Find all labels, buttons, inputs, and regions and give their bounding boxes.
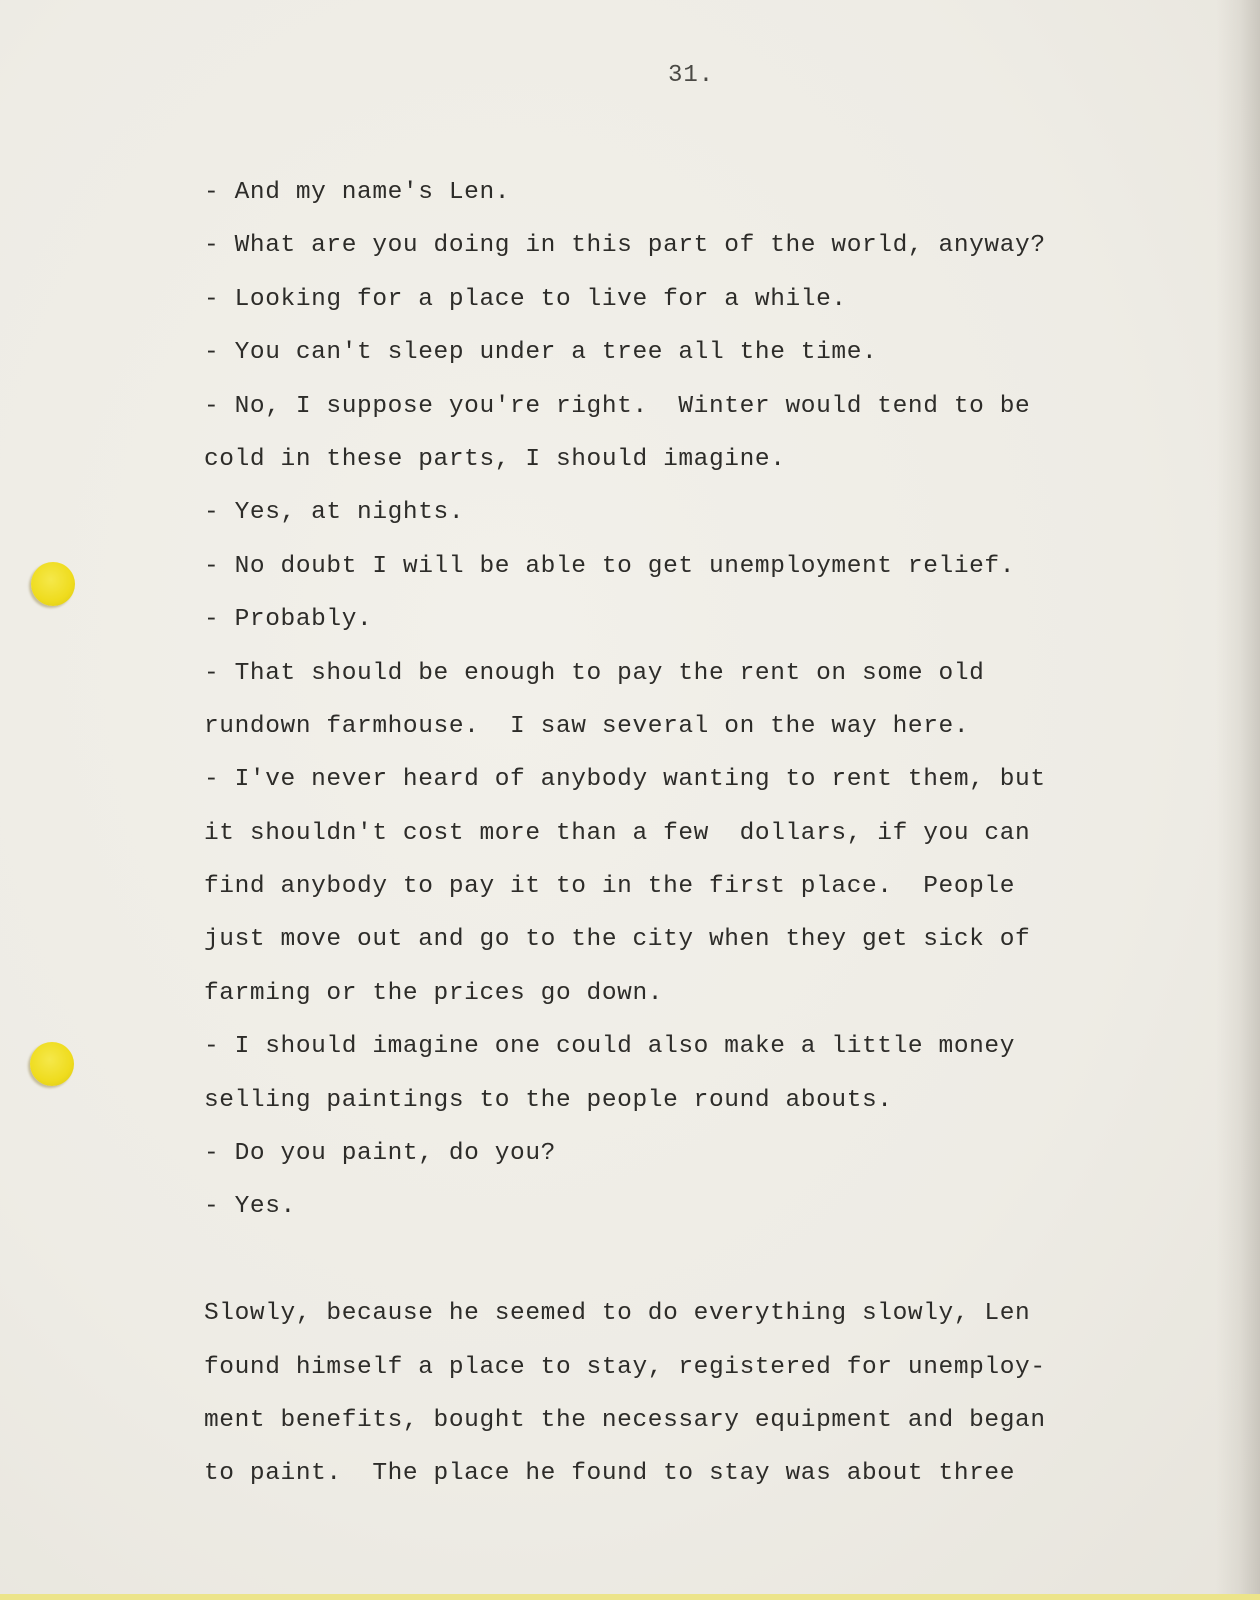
dialogue-line: - Probably. bbox=[204, 606, 373, 634]
dialogue-line: - No, I suppose you're right. Winter would tend to be bbox=[204, 392, 1031, 420]
binder-hole-bottom bbox=[30, 1042, 74, 1086]
paragraph-gap bbox=[204, 1234, 1214, 1287]
page-edge-shadow bbox=[1216, 0, 1260, 1600]
dialogue-line: just move out and go to the city when they get sick of bbox=[204, 926, 1031, 954]
page-bottom-edge bbox=[0, 1594, 1260, 1600]
narrative-line: Slowly, because he seemed to do everything slowly, Len bbox=[204, 1300, 1031, 1328]
page-number: 31. bbox=[668, 62, 715, 89]
body-text bbox=[204, 166, 1214, 1501]
dialogue-line: find anybody to pay it to in the first place. People bbox=[204, 873, 1016, 901]
dialogue-line: it shouldn't cost more than a few dollars, if you can bbox=[204, 819, 1031, 847]
dialogue-line: - Yes, at nights. bbox=[204, 499, 465, 527]
dialogue-line: - What are you doing in this part of the world, anyway? bbox=[204, 232, 1046, 260]
dialogue-line: - That should be enough to pay the rent on some old bbox=[204, 659, 985, 687]
dialogue-line: cold in these parts, I should imagine. bbox=[204, 445, 786, 473]
dialogue-line: - And my name's Len. bbox=[204, 179, 511, 206]
dialogue-line: - I should imagine one could also make a little money bbox=[204, 1033, 1016, 1061]
dialogue-line: selling paintings to the people round abouts. bbox=[204, 1086, 893, 1114]
dialogue-line: farming or the prices go down. bbox=[204, 979, 664, 1007]
binder-hole-top bbox=[31, 562, 75, 606]
narrative-line: ment benefits, bought the necessary equipment and began bbox=[204, 1406, 1046, 1434]
narrative-line: to paint. The place he found to stay was about three bbox=[204, 1460, 1016, 1488]
dialogue-line: - Looking for a place to live for a while. bbox=[204, 285, 847, 313]
dialogue-line: - Do you paint, do you? bbox=[204, 1140, 556, 1168]
dialogue-line: - Yes. bbox=[204, 1193, 296, 1221]
dialogue-line: - I've never heard of anybody wanting to rent them, but bbox=[204, 766, 1046, 794]
narrative-line: found himself a place to stay, registered for unemploy- bbox=[204, 1353, 1046, 1381]
dialogue-line: rundown farmhouse. I saw several on the way here. bbox=[204, 712, 970, 740]
dialogue-line: - You can't sleep under a tree all the time. bbox=[204, 339, 878, 367]
dialogue-line: - No doubt I will be able to get unemployment relief. bbox=[204, 552, 1016, 580]
